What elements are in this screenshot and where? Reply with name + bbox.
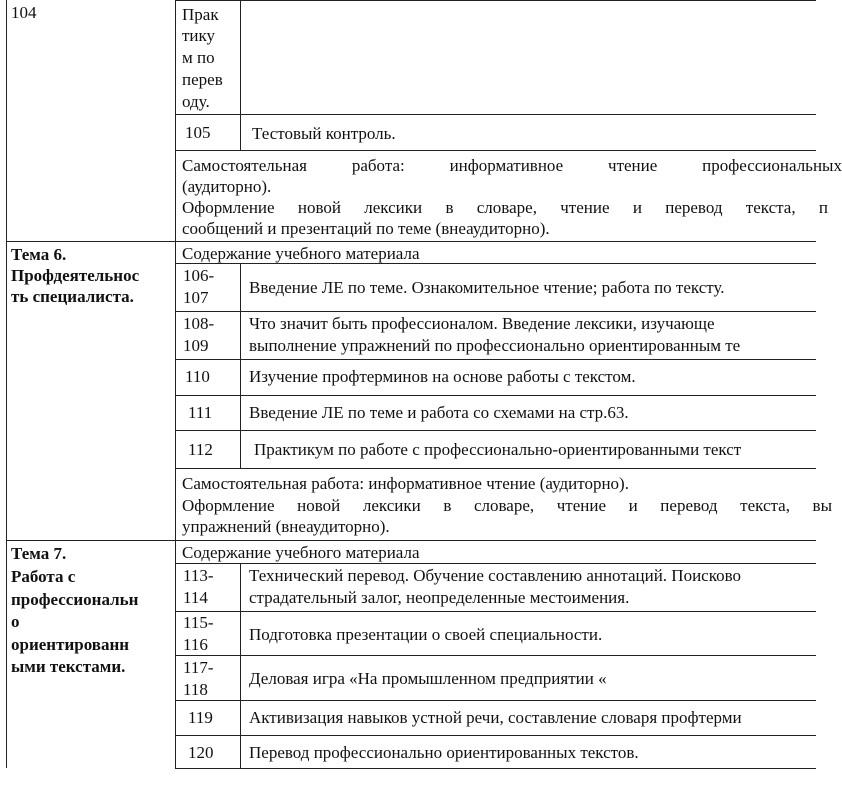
row-line <box>175 768 816 769</box>
self-study-line: Самостоятельная работа: информативное чтение профессиональных <box>182 156 842 175</box>
topic-line: оду. <box>182 92 210 111</box>
lesson-number: 119 <box>188 708 213 727</box>
topic-title-line: Профдеятельнос <box>11 266 140 285</box>
col2-divider-top <box>240 0 241 150</box>
content-header: Содержание учебного материала <box>182 543 420 562</box>
lesson-number: 104 <box>11 3 37 22</box>
row-line <box>175 735 816 736</box>
lesson-number: 120 <box>188 743 214 762</box>
lesson-text: Введение ЛЕ по теме и работа со схемами на стр.63. <box>249 403 629 422</box>
row-line <box>175 359 816 360</box>
lesson-text: Что значит быть профессионалом. Введение лексики, изучающе <box>249 314 715 333</box>
topic-title-line: ть специалиста. <box>11 287 134 306</box>
topic-title-line: Работа с <box>11 567 76 586</box>
col2-divider-tema7 <box>240 563 241 768</box>
lesson-number: 107 <box>183 288 209 307</box>
lesson-text: Технический перевод. Обучение составлению аннотаций. Поисково <box>249 566 742 585</box>
lesson-number: 105 <box>185 123 211 142</box>
left-border <box>6 0 7 768</box>
row-line <box>6 540 816 541</box>
lesson-text: Введение ЛЕ по теме. Ознакомительное чтение; работа по тексту. <box>249 278 725 297</box>
row-line <box>175 395 816 396</box>
self-study-line: Самостоятельная работа: информативное чтение (аудиторно). <box>182 474 629 493</box>
lesson-number: 114 <box>183 588 208 607</box>
lesson-text: Активизация навыков устной речи, составление словаря профтерми <box>249 708 742 727</box>
row-line <box>175 150 816 151</box>
lesson-number: 108- <box>183 314 215 333</box>
lesson-text: Практикум по работе с профессионально-ориентированными текст <box>254 440 742 459</box>
row-line <box>175 468 816 469</box>
lesson-text: Деловая игра «На промышленном предприятии « <box>249 669 607 688</box>
topic-line: м по <box>182 48 215 67</box>
topic-title-line: Тема 7. <box>11 544 67 563</box>
topic-title-line: ориентированн <box>11 635 130 654</box>
lesson-number: 113- <box>183 566 214 585</box>
lesson-number: 112 <box>188 440 213 459</box>
lesson-number: 111 <box>188 403 213 422</box>
self-study-line: упражнений (внеаудиторно). <box>182 517 390 536</box>
lesson-text: Подготовка презентации о своей специальности. <box>249 625 603 644</box>
lesson-text: выполнение упражнений по профессионально ориентированным те <box>249 336 741 355</box>
topic-title-line: ыми текстами. <box>11 657 126 676</box>
lesson-number: 115- <box>183 613 214 632</box>
lesson-number: 117- <box>183 658 214 677</box>
lesson-text: Тестовый контроль. <box>252 124 396 143</box>
row-line <box>6 241 816 242</box>
topic-line: перев <box>182 70 223 89</box>
lesson-text: Изучение профтерминов на основе работы с текстом. <box>249 367 636 386</box>
row-line <box>175 311 816 312</box>
lesson-number: 110 <box>185 367 210 386</box>
col1-divider <box>175 0 176 768</box>
topic-line: тику <box>182 26 216 45</box>
row-line <box>175 563 816 564</box>
lesson-text: страдательный залог, неопределенные местоимения. <box>249 588 630 607</box>
topic-title-line: профессиональн <box>11 590 139 609</box>
lesson-text: Перевод профессионально ориентированных текстов. <box>249 743 639 762</box>
lesson-number: 118 <box>183 680 208 699</box>
lesson-number: 116 <box>183 635 208 654</box>
topic-title-line: Тема 6. <box>11 245 67 264</box>
row-line <box>175 0 816 1</box>
row-line <box>175 430 816 431</box>
content-header: Содержание учебного материала <box>182 244 420 263</box>
topic-line: Прак <box>182 5 219 24</box>
col2-divider-tema6 <box>240 263 241 468</box>
row-line <box>175 114 816 115</box>
self-study-line: Оформление новой лексики в словаре, чтение и перевод текста, п <box>182 198 828 217</box>
self-study-line: сообщений и презентаций по теме (внеаудиторно). <box>182 219 550 238</box>
row-line <box>175 611 816 612</box>
row-line <box>175 700 816 701</box>
topic-title-line: о <box>11 612 20 631</box>
lesson-number: 106- <box>183 266 215 285</box>
lesson-number: 109 <box>183 336 209 355</box>
self-study-line: (аудиторно). <box>182 177 272 196</box>
self-study-line: Оформление новой лексики в словаре, чтение и перевод текста, вы <box>182 496 832 515</box>
row-line <box>175 655 816 656</box>
